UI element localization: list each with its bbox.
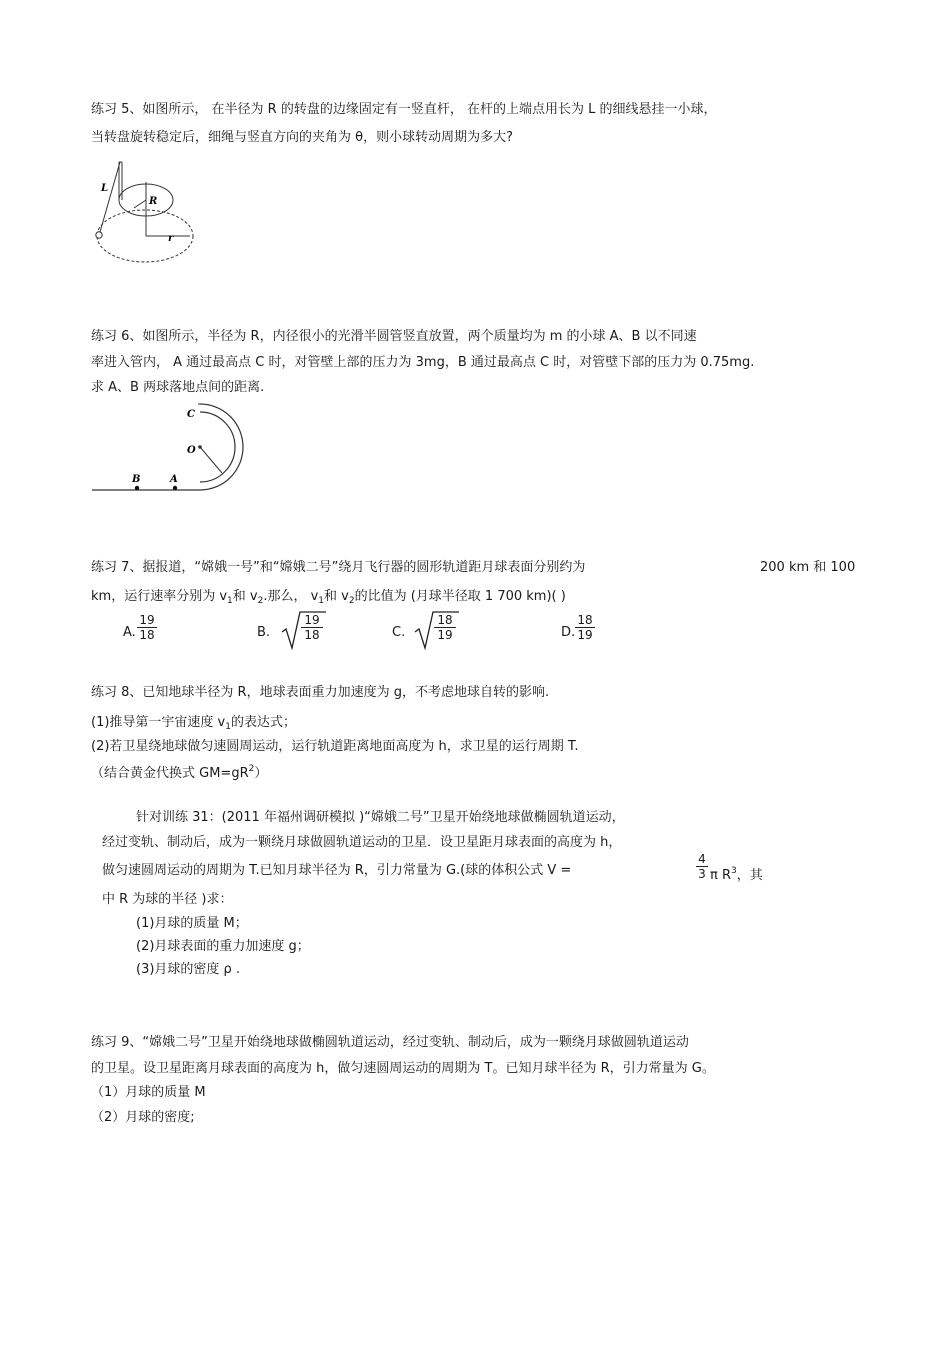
ex5-figure-turntable: [90, 160, 200, 270]
ex9-question-1: （1）月球的质量 M: [91, 1085, 206, 1100]
train31-line4: 中 R 为球的半径 )求：: [102, 892, 233, 907]
train31-question-2: (2)月球表面的重力加速度 g；: [136, 939, 310, 954]
ex6-label-A: A: [170, 474, 178, 485]
ex6-line2: 率进入管内， A 通过最高点 C 时，对管壁上部的压力为 3mg，B 通过最高点 C 时，对管壁下部的压力为 0.75mg.: [91, 355, 755, 370]
ex9-line2: 的卫星。设卫星距离月球表面的高度为 h，做匀速圆周运动的周期为 T。已知月球半径为 R，引力常量为 G。: [91, 1061, 715, 1076]
train31-question-3: (3)月球的密度 ρ .: [136, 962, 241, 977]
train31-line3-tail: π $R^3$，其: [710, 866, 763, 883]
ex7-line1-right: 200 km 和 100: [760, 560, 856, 575]
ex7-option-b-fraction: $\frac{19}{18}$: [301, 613, 323, 642]
train31-line1: 针对训练 31：(2011 年福州调研模拟 )“嫦娥二号”卫星开始绕地球做椭圆轨道运动，: [136, 810, 625, 825]
train31-line3: 做匀速圆周运动的周期为 T.已知月球半径为 R，引力常量为 G.(球的体积公式 V =: [102, 863, 572, 878]
ex9-line1: 练习 9、“嫦娥二号”卫星开始绕地球做椭圆轨道运动，经过变轨、制动后，成为一颗绕月球做圆轨道运动: [91, 1035, 689, 1050]
ex5-line2: 当转盘旋转稳定后，细绳与竖直方向的夹角为 θ，则小球转动周期为多大?: [91, 130, 513, 145]
ex6-label-C: C: [187, 409, 195, 420]
ex8-line1: 练习 8、已知地球半径为 R，地球表面重力加速度为 g，不考虑地球自转的影响.: [91, 685, 550, 700]
ex5-label-r: r: [168, 233, 174, 244]
ex9-question-2: （2）月球的密度;: [91, 1110, 195, 1125]
ex7-option-d-fraction: $\frac{18}{19}$: [575, 613, 595, 642]
ex6-line1: 练习 6、如图所示，半径为 R，内径很小的光滑半圆管竖直放置，两个质量均为 m 的小球 A、B 以不同速: [91, 329, 697, 344]
ex6-figure-semicircle-tube: [90, 400, 255, 496]
ex6-label-B: B: [132, 474, 141, 485]
train31-question-1: (1)月球的质量 M；: [136, 916, 248, 931]
ex6-label-O: O: [187, 445, 196, 456]
ex7-option-c-fraction: $\frac{18}{19}$: [434, 613, 456, 642]
ex7-line2: km，运行速率分别为 $v_1$和 $v_2$.那么， $v_1$和 $v_2$的比值为 (月球半径取 1 700 km)( ): [91, 589, 566, 606]
ex7-line1: 练习 7、据报道，“嫦娥一号”和“嫦娥二号”绕月飞行器的圆形轨道距月球表面分别约为: [91, 560, 586, 575]
ex8-hint: （结合黄金代换式 $GM=gR^2$）: [91, 764, 268, 781]
ex5-line1: 练习 5、如图所示， 在半径为 R 的转盘的边缘固定有一竖直杆， 在杆的上端点用长为 L 的细线悬挂一小球，: [91, 102, 717, 117]
ex6-line3: 求 A、B 两球落地点间的距离.: [91, 380, 265, 395]
ex7-option-c-label: C.: [392, 625, 406, 640]
train31-line2: 经过变轨、制动后，成为一颗绕月球做圆轨道运动的卫星．设卫星距月球表面的高度为 h，: [102, 835, 622, 850]
ex5-label-L: L: [101, 183, 109, 194]
ex8-question-2: (2)若卫星绕地球做匀速圆周运动，运行轨道距离地面高度为 h，求卫星的运行周期 T.: [91, 739, 579, 754]
ex7-option-b-label: B.: [257, 625, 271, 640]
ex7-option-a-label: A.: [123, 625, 136, 640]
ex8-question-1: (1)推导第一宇宙速度 $v_1$的表达式；: [91, 715, 296, 732]
ex7-option-d-label: D.: [561, 625, 576, 640]
ex5-label-R: R: [149, 196, 158, 207]
ex7-option-a-fraction: $\frac{19}{18}$: [137, 613, 157, 642]
train31-volume-fraction: $\frac{4}{3}$: [696, 852, 708, 881]
